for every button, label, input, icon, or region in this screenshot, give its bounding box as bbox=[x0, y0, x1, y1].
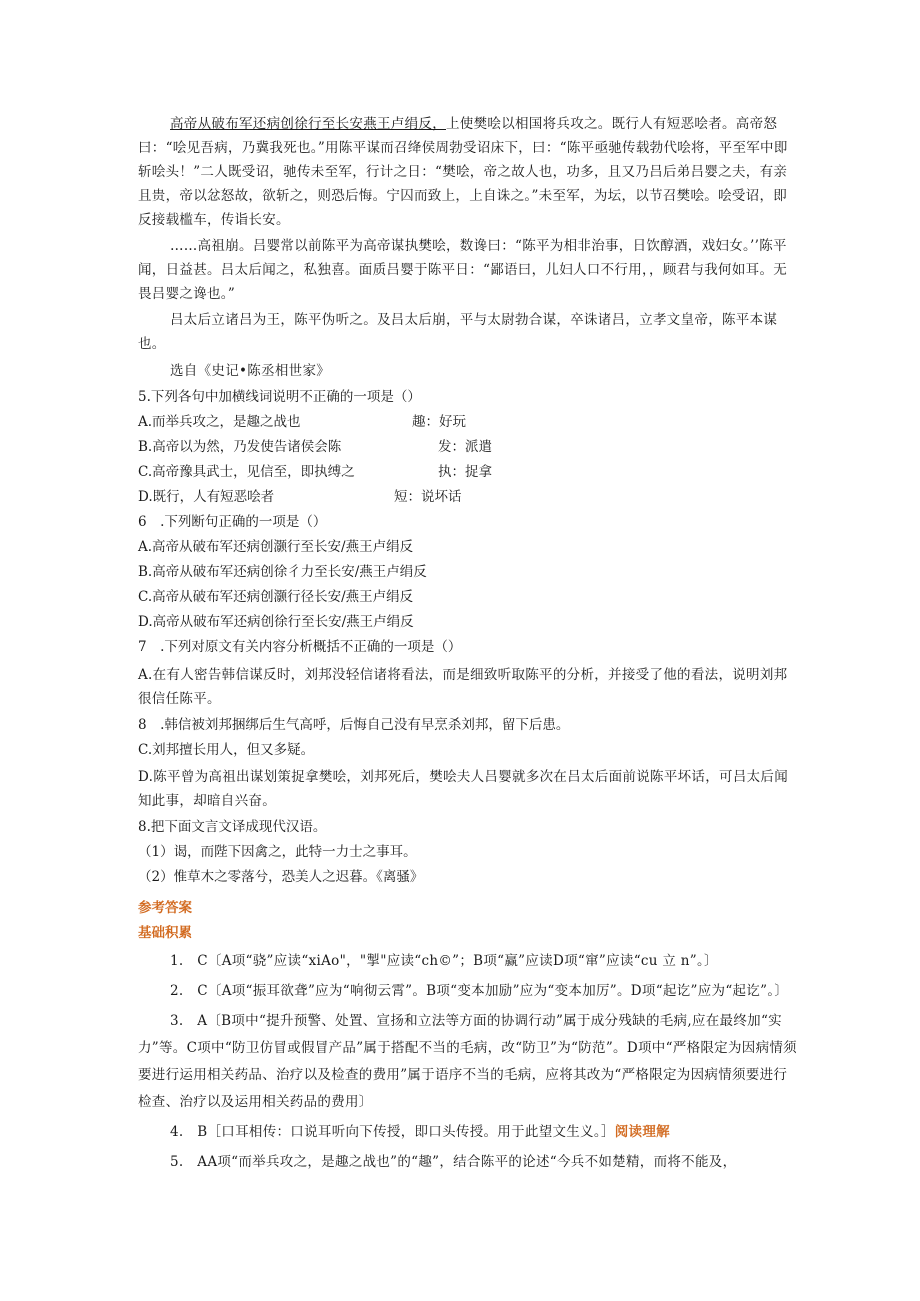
question-5-option-a bbox=[138, 410, 798, 435]
document-page bbox=[138, 112, 798, 1176]
passage-paragraph-1 bbox=[138, 112, 798, 232]
question-5-option-c bbox=[138, 460, 798, 485]
option-text: B.高帝以为然，乃发使告诸侯会陈 bbox=[138, 439, 342, 455]
question-8-stem: 8.把下面文言文译成现代汉语。 bbox=[138, 819, 327, 835]
question-5 bbox=[138, 385, 798, 510]
answer-4 bbox=[138, 1119, 798, 1146]
question-5-stem: 5.下列各句中加横线词说明不正确的一项是（） bbox=[138, 389, 421, 405]
passage-paragraph-3: 吕太后立诸吕为王，陈平伪听之。及吕太后崩，平与太尉勃合谋，卒诛诸吕，立孝文皇帝，陈平本谋也。 bbox=[138, 312, 778, 352]
answers-section-heading: 基础积累 bbox=[138, 925, 192, 941]
option-note: 执：捉拿 bbox=[438, 464, 492, 480]
question-7-option-c: C.刘邦擅长用人，但又多疑。 bbox=[138, 742, 315, 758]
question-6-option-c: C.高帝从破布军还病创灏行径长安/燕王卢绢反 bbox=[138, 589, 414, 605]
question-5-option-b bbox=[138, 435, 798, 460]
question-8-item-1: （1）谒，而陛下因禽之，此特一力士之事耳。 bbox=[138, 844, 417, 860]
question-5-option-d bbox=[138, 485, 798, 510]
option-text: C.高帝豫具武士，见信至，即执缚之 bbox=[138, 464, 355, 480]
passage-source: 选自《史记•陈丞相世家》 bbox=[170, 363, 331, 379]
question-6-option-a: A.高帝从破布军还病创灏行至长安/燕王卢绢反 bbox=[138, 539, 414, 555]
reading-section-heading: 阅读理解 bbox=[614, 1124, 670, 1140]
option-text: A.而举兵攻之，是趣之战也 bbox=[138, 414, 301, 430]
question-7-option-a: A.在有人密告韩信谋反时，刘邦没轻信诸将看法，而是细致听取陈平的分析，并接受了他的看法，说明刘邦很信任陈平。 bbox=[138, 667, 788, 707]
question-7-option-b: 8 .韩信被刘邦捆绑后生气高呼，后悔自己没有早烹杀刘邦，留下后患。 bbox=[138, 717, 570, 733]
answer-4-text: 4. B［口耳相传：口说耳听向下传授，即口头传授。用于此望文生义。］ bbox=[170, 1124, 615, 1140]
question-6-option-b: B.高帝从破布军还病创徐彳力至长安/燕王卢绢反 bbox=[138, 564, 427, 580]
answer-section bbox=[138, 896, 798, 1176]
passage-paragraph-1-rest: 上使樊哙以相国将兵攻之。既行人有短恶哙者。高帝怒曰：“哙见吾病，乃冀我死也。”用陈平谋而召绛侯周勃受诏床下，曰：“陈平亟驰传载勃代哙将，平至军中即斩哙头！”二人既受诏，驰传未至军，行计之日：“樊哙，帝之故人也，功多，且又乃吕后弟吕婴之夫，有亲且贵，帝以忿怒故，欲斩之，则恐后悔。宁囚而致上，上自诛之。”未至军，为坛，以节召樊哙。哙受诏，即反接载槛车，传诣长安。 bbox=[138, 116, 788, 228]
question-6 bbox=[138, 510, 798, 635]
passage-paragraph-2: ……高祖崩。吕婴常以前陈平为高帝谋执樊哙，数谗曰：“陈平为相非治事，日饮醇酒，戏妇女。’’陈平闻，日益甚。吕太后闻之，私独喜。面质吕婴于陈平日：“鄙语曰，儿妇人口不行用，，顾君与我何如耳。无畏吕婴之谗也。” bbox=[138, 238, 788, 302]
question-6-stem: 6 .下列断句正确的一项是（） bbox=[138, 514, 327, 530]
question-7-stem: 7 .下列对原文有关内容分析概括不正确的一项是（） bbox=[138, 639, 462, 655]
underlined-sentence: 高帝从破布军还病创徐行至长安燕王卢绢反， bbox=[170, 116, 446, 132]
option-note: 发：派遣 bbox=[438, 439, 492, 455]
question-8 bbox=[138, 815, 798, 890]
answer-5: 5. AA项“而举兵攻之，是趣之战也”的“趣”，结合陈平的论述“今兵不如楚精，而将不能及， bbox=[170, 1154, 737, 1170]
option-note: 趣：好玩 bbox=[412, 414, 466, 430]
question-7-option-d: D.陈平曾为高祖出谋划策捉拿樊哙，刘邦死后，樊哙夫人吕婴就多次在吕太后面前说陈平坏话，可吕太后闻知此事，却暗自兴奋。 bbox=[138, 769, 789, 809]
option-note: 短：说坏话 bbox=[394, 489, 462, 505]
answer-1: 1. C〔A项“骁”应读“xiAo"，"掣"应读“ch©”；B项“赢”应读D项“窜”应读“cu 立 n”。〕 bbox=[170, 953, 718, 969]
question-6-option-d: D.高帝从破布军还病创徐行至长安/燕王卢绢反 bbox=[138, 614, 414, 630]
answer-2: 2. C〔A项“振耳欲聋”应为“响彻云霄”。B项“变本加励”应为“变本加厉”。D项“起讫”应为“起讫”。〕 bbox=[170, 983, 789, 999]
answers-title: 参考答案 bbox=[138, 900, 192, 916]
question-8-item-2: （2）惟草木之零落兮，恐美人之迟暮。《离骚》 bbox=[138, 869, 424, 885]
option-text: D.既行，人有短恶哙者 bbox=[138, 489, 275, 505]
question-7 bbox=[138, 635, 798, 813]
answer-3: 3. A〔B项中“提升预警、处置、宣扬和立法等方面的协调行动”属于成分残缺的毛病,应在最终加“实力”等。C项中“防卫仿冒或假冒产品”属于搭配不当的毛病，改“防卫”为“防范”。D项中“严格限定为因病情须要进行运用相关药品、治疗以及检查的费用”属于语序不当的毛病，应将其改为“严格限定为因病情须要进行检查、治疗以及运用相关药品的费用〕 bbox=[138, 1013, 797, 1110]
